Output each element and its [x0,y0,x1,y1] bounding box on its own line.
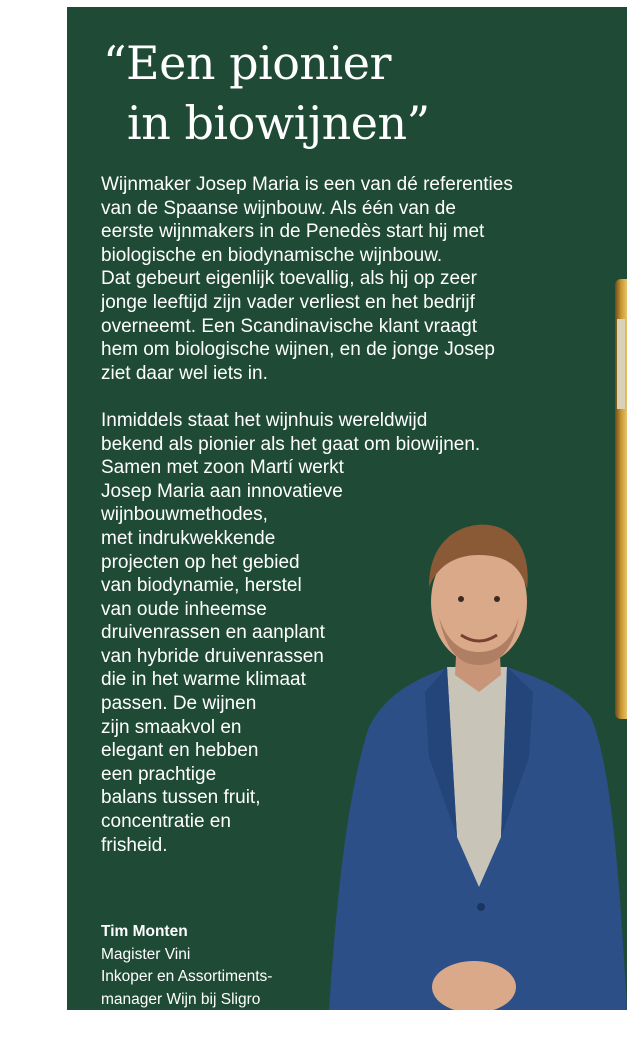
body-line: Dat gebeurt eigenlijk toevallig, als hij op zeer [101,268,477,290]
author-role-line-1: Inkoper en Assortiments- [101,968,273,985]
author-name: Tim Monten [101,923,188,940]
body-line: bekend als pionier als het gaat om biowijnen. [101,433,481,455]
paragraph-1 [101,173,611,385]
body-line: passen. De wijnen [101,693,257,715]
body-line: projecten op het gebied [101,551,300,573]
body-line: hem om biologische wijnen, en de jonge Josep [101,339,495,361]
eye-left [458,596,464,602]
body-line: Samen met zoon Martí werkt [101,457,344,479]
body-line: concentratie en [101,811,231,833]
headline [103,33,430,153]
body-line: die in het warme klimaat [101,669,306,691]
body-line: van biodynamie, herstel [101,575,302,597]
article-panel [67,7,627,1010]
body-line: van oude inheemse [101,598,267,620]
body-line: balans tussen fruit, [101,787,261,809]
headline-line-2: in biowijnen” [127,96,430,150]
headline-line-1: “Een pionier [103,36,391,90]
body-line: Josep Maria aan innovatieve [101,480,343,502]
body-line: een prachtige [101,763,217,785]
body-line: zijn smaakvol en [101,716,242,738]
body-line: jonge leeftijd zijn vader verliest en het bedrijf [101,291,475,313]
body-line: eerste wijnmakers in de Penedès start hij met [101,221,485,243]
body-line: wijnbouwmethodes, [101,504,268,526]
jacket-button [477,903,485,911]
body-line: elegant en hebben [101,740,259,762]
body-line: van de Spaanse wijnbouw. Als één van de [101,197,456,219]
body-line: overneemt. Een Scandinavische klant vraagt [101,315,477,337]
body-line: frisheid. [101,834,168,856]
body-line: van hybride druivenrassen [101,645,324,667]
body-line: Inmiddels staat het wijnhuis wereldwijd [101,409,428,431]
portrait-photo [329,507,627,1010]
body-line: ziet daar wel iets in. [101,362,268,384]
author-role-line-2: manager Wijn bij Sligro [101,990,261,1008]
author-block [101,921,272,1010]
body-line: biologische en biodynamische wijnbouw. [101,244,443,266]
author-title: Magister Vini [101,945,191,963]
body-line: Wijnmaker Josep Maria is een van dé referenties [101,174,513,195]
body-line: druivenrassen en aanplant [101,622,325,644]
body-line: met indrukwekkende [101,527,276,549]
eye-right [494,596,500,602]
